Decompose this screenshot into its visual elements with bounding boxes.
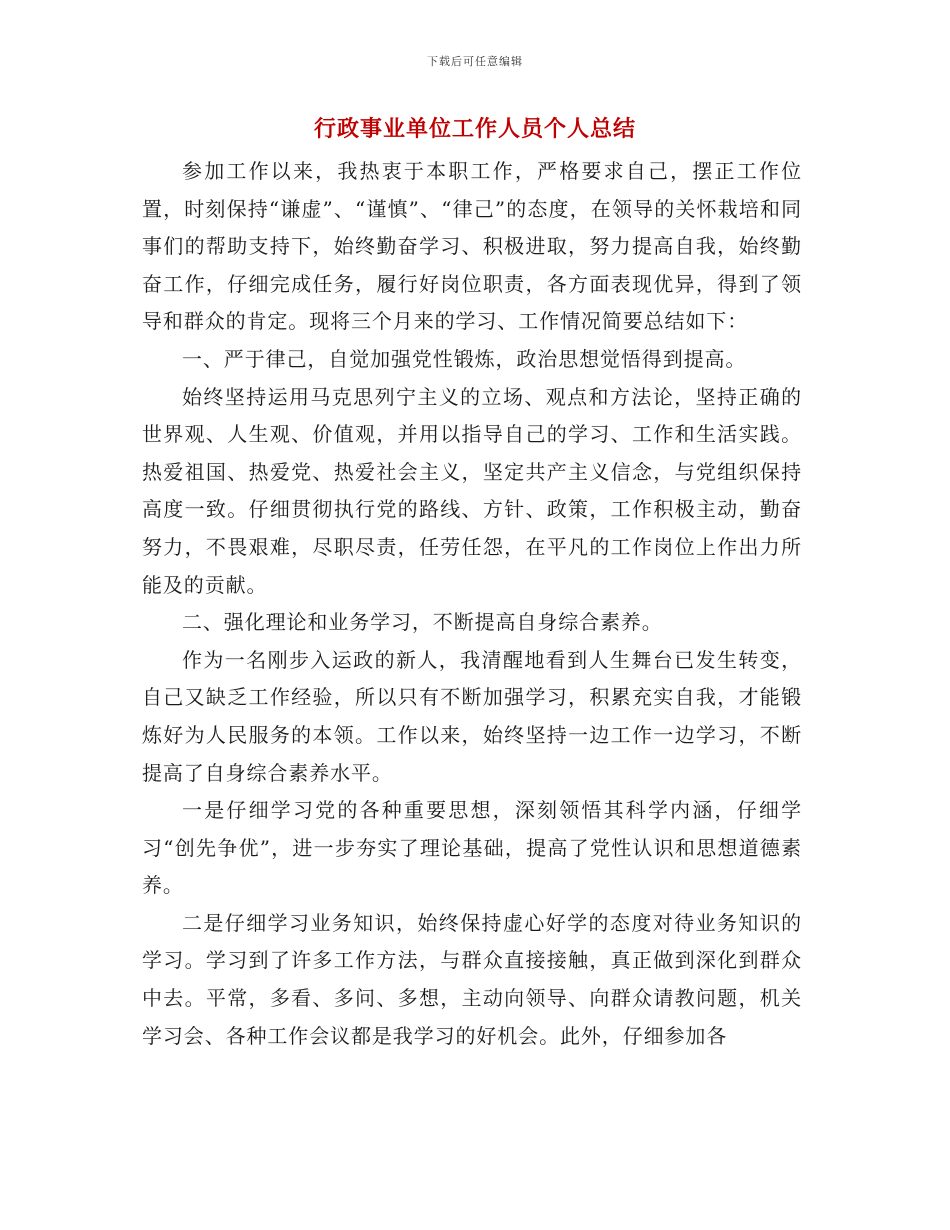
section-heading-1: 一、严于律己，自觉加强党性锻炼，政治思想觉悟得到提高。 <box>182 346 747 371</box>
paragraph-point-1: 一是仔细学习党的各种重要思想，深刻领悟其科学内涵，仔细学习“创先争优”，进一步夯实了理论基础，提高了党性认识和思想道德素养。 <box>142 798 802 898</box>
document-title: 行政事业单位工作人员个人总结 <box>313 116 636 142</box>
page-header-note: 下载后可任意编辑 <box>427 55 523 68</box>
section-heading-2: 二、强化理论和业务学习，不断提高自身综合素养。 <box>182 610 663 635</box>
paragraph-point-2: 二是仔细学习业务知识，始终保持虚心好学的态度对待业务知识的学习。学习到了许多工作方法，与群众直接接触，真正做到深化到群众中去。平常，多看、多问、多想，主动向领导、向群众请教问题，机关学习会、各种工作会议都是我学习的好机会。此外，仔细参加各 <box>142 910 802 1048</box>
paragraph-intro: 参加工作以来，我热衷于本职工作，严格要求自己，摆正工作位置，时刻保持“谦虚”、“谨慎”、“律己”的态度，在领导的关怀栽培和同事们的帮助支持下，始终勤奋学习、积极进取，努力提高自我，始终勤奋工作，仔细完成任务，履行好岗位职责，各方面表现优异，得到了领导和群众的肯定。现将三个月来的学习、工作情况简要总结如下： <box>142 159 802 334</box>
paragraph-section-2: 作为一名刚步入运政的新人，我清醒地看到人生舞台已发生转变，自己又缺乏工作经验，所以只有不断加强学习，积累充实自我，才能锻炼好为人民服务的本领。工作以来，始终坚持一边工作一边学习，不断提高了自身综合素养水平。 <box>142 647 802 785</box>
paragraph-section-1: 始终坚持运用马克思列宁主义的立场、观点和方法论，坚持正确的世界观、人生观、价值观，并用以指导自己的学习、工作和生活实践。热爱祖国、热爱党、热爱社会主义，坚定共产主义信念，与党组织保持高度一致。仔细贯彻执行党的路线、方针、政策，工作积极主动，勤奋努力，不畏艰难，尽职尽责，任劳任怨，在平凡的工作岗位上作出力所能及的贡献。 <box>142 384 802 597</box>
document-body <box>142 153 802 1055</box>
